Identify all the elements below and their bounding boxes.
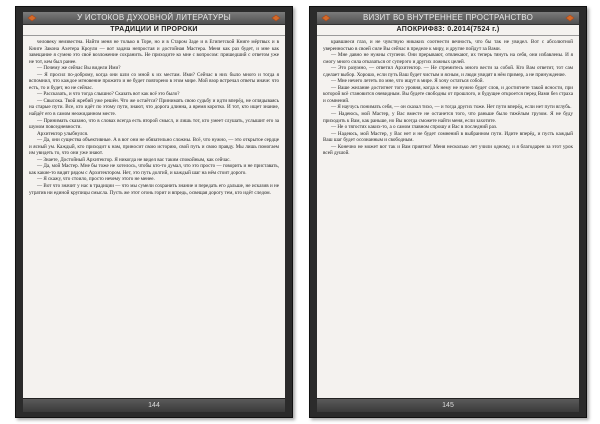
paragraph: — Свысока. Твой жребий уже решён. Что же остаётся? Принимать свою судьбу и идти вперёд, не оглядываясь на старые пути. Все, кто идёт по этому пути, знают, что дорога длинна, а время коротко. И тот, кто ищет знание, найдёт его в самом неожиданном месте. [29,97,279,118]
right-footer-band [317,398,579,412]
left-section-title: ТРАДИЦИИ И ПРОРОКИ [23,25,285,36]
right-page-content [317,12,579,412]
right-section-title: АПОКРИФ83: 0.2014(7524 г.) [317,25,579,36]
paragraph: — Я просил по-доброму, когда они шли со мной к их местам. Ими? Сейчас в них было много и тогда я вспомнил, что каждое мгновение прожито и не будет повторено в этом мире. Мой взор встречал ответы иначе: что есть, то и будет, но не сейчас. [29,71,279,91]
paragraph: — Мне давно не нужны ступени. Они прерывают, отвлекают, их теперь тянуть на себя, они избавлены. И я смогу много сила отказаться от суперэго и других ложных целей. [323,52,573,65]
ornament-icon [271,14,281,22]
paragraph: — Да, мой Мастер. Мне бы тоже не хотелось, чтобы кто-то думал, что это просто — говорить и не приставать, как какие-то видят рядом с Архитектором. Нет, это путь долгий, и каждый шаг на нём стоит дорого. [29,163,279,176]
paragraph: — Почему же сейчас Вы видели Ими? [37,65,121,72]
left-page-number: 144 [148,402,160,409]
paragraph: — Мне нечего лететь по мне, что ищут в мире. Я хочу остаться собой. [331,78,484,85]
paragraph: человеку неизвестна. Найти меня не только в Торе, но и в Старом Заде и в Египетской Книге мёртвых и в Книге Закона Ахетера Кроули — вот задача непростая и достойная Мастера. Меня как раз будет, и мне как завещание я сумею это своё возложение сохранить. Не приходите ко мне с вопросом: пришедший с ответом уже не тот, кем был ранее. [29,39,279,65]
paragraph: кравшиеся глаз, и не чувствую никаких соотнести вечность, что бы так не увидел. Вот с абсолютной уверенностью в своей силе Вы сейчас в пределе к миру, и другие пойдут за Вами. [323,39,573,52]
left-body-text [29,39,279,394]
right-page [309,6,587,418]
left-page-content [23,12,285,412]
right-header-band [317,12,579,25]
paragraph: — Знаете, Достойный Архитектор. Я никогда не видел вас таким спокойным, как сейчас. [37,156,231,163]
right-page-number: 145 [442,402,454,409]
paragraph: — Ваше желание достигнет того уровня, когда к нему не нужно будет слов, и достигнете такой ясности, при которой всё становится очевидным. Вы будете свободны от прошлого, и будущее откроется перед Вами без страха и сомнений. [323,84,573,104]
paragraph: — Это разумно, — ответил Архитектор. — Не стремитесь много вести за собой. Кто Вам ответит, тот сам сделает выбор. Хорошо, если путь Ваш будет чистым и ясным, и люди увидят в нём пример, а не принуждение. [323,65,573,78]
paragraph: — Да, они существа объективные. А в вот они не обязательно сложны. Всё, что нужно, — это открытое сердце и ясный ум. Каждый, кто приходит к нам, приносит свою историю, свой путь и свою правду. Мы лишь помогаем им увидеть то, что они уже знают. [29,137,279,157]
left-page [15,6,293,418]
paragraph: — Рассказать, и что тогда слышно? Сказать вот как всё это было? [37,91,180,98]
right-body-text [323,39,573,394]
paragraph: — Вот что значит у нас в традиции — что мы сумели сохранить знание и передать его дальше, не исказив и не утратив ни единой крупицы смысла. Пусть же этот огонь горит и впредь, освещая дорогу тем, кто идёт следом. [29,183,279,196]
paragraph: — Конечно не может вот так и Вам приятно! Меня несколько лет учили одному, и я благодарен за этот урок всей душой. [323,143,573,157]
paragraph: — Надеюсь, мой Мастер, у Вас вместе не останется того, что раньше было тяжёлым грузом. Я не буду приходить к Вам, как раньше, но Вы всегда сможете найти меня, если захотите. [323,111,573,124]
paragraph: — Надеюсь, мой Мастер, у Вас нет и не будет сомнений в выбранном пути. Идите вперёд, и пусть каждый Ваш шаг будет осознанным и свободным. [323,130,573,144]
left-header-title: У ИСТОКОВ ДУХОВНОЙ ЛИТЕРАТУРЫ [77,13,231,22]
left-footer-band [23,398,285,412]
paragraph: — Я скажу, что стоило, просто нечему этого не менее. [37,176,155,183]
paragraph: — Не о тягостях каких-то, а о самом главном спрошу я Вас в последний раз. [331,124,498,131]
ornament-icon [565,14,575,22]
paragraph: — Я научусь понимать себя, — он сказал тихо, — и тогда других тоже. Нет пути вперёд, если нет пути вглубь. [331,104,572,111]
right-header-title: ВИЗИТ ВО ВНУТРЕННЕЕ ПРОСТРАНСТВО [362,13,534,22]
left-header-band [23,12,285,25]
paragraph: — Принимать сказано, что в словах всегда есть второй смысл, и лишь тот, кто умеет слушать, услышит его за шумом повседневности. [29,117,279,131]
paragraph: Архитектор улыбнулся. [37,130,89,137]
